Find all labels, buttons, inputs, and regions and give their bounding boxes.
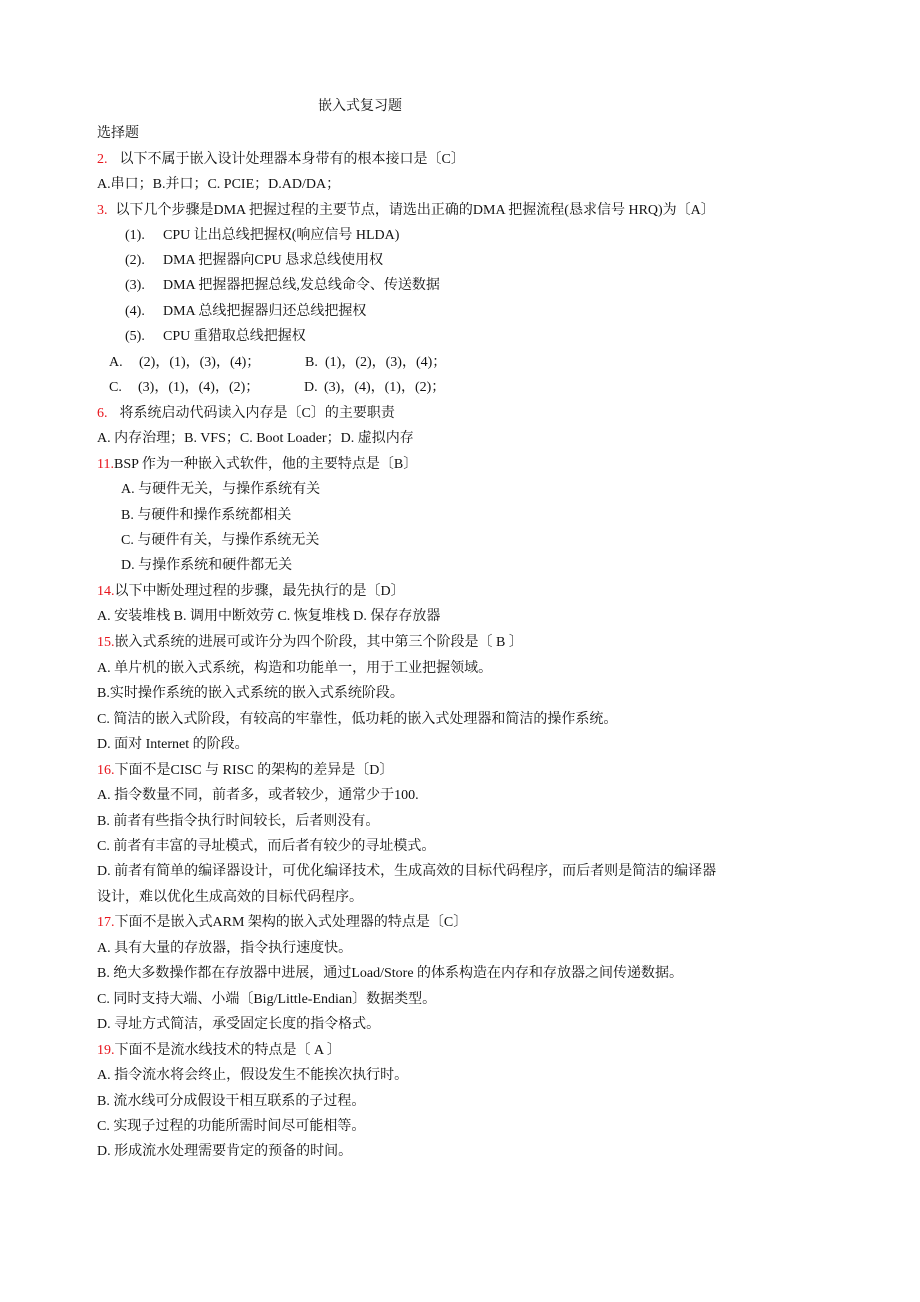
question-2 (97, 150, 465, 170)
question-option: B. (1)，(2)，(3)，(4)； (305, 355, 447, 370)
question-number: 11. (97, 457, 114, 472)
question-option: C. (3)，(1)，(4)，(2)； (109, 380, 260, 395)
question-11 (97, 455, 417, 475)
question-option: D. 前者有简单的编译器设计，可优化编译技术，生成高效的目标代码程序，而后者则是简洁的编译器 (97, 864, 717, 879)
question-options: A. 内存治理；B. VFS；C. Boot Loader；D. 虚拟内存 (97, 431, 414, 446)
question-option: C. 同时支持大端、小端〔Big/Little-Endian〕数据类型。 (97, 992, 437, 1007)
question-option: D. (3)，(4)，(1)，(2)； (304, 380, 446, 395)
question-number: 14. (97, 584, 115, 599)
dma-step: (2). DMA 把握器向CPU 恳求总线使用权 (125, 253, 384, 268)
question-option: B. 流水线可分成假设干相互联系的子过程。 (97, 1094, 366, 1109)
question-number: 17. (97, 915, 115, 930)
question-3 (97, 201, 715, 221)
question-stem: 以下几个步骤是DMA 把握过程的主要节点，请选出正确的DMA 把握流程(恳求信号 HRQ)为〔A〕 (115, 203, 715, 218)
question-options: A.串口；B.并口；C. PCIE；D.AD/DA； (97, 177, 341, 192)
question-stem: 下面不是CISC 与 RISC 的架构的差异是〔D〕 (114, 763, 394, 778)
question-number: 16. (97, 763, 115, 778)
section-heading: 选择题 (97, 126, 139, 141)
dma-step: (5). CPU 重猎取总线把握权 (125, 329, 306, 344)
question-stem: 将系统启动代码读入内存是〔C〕的主要职责 (119, 406, 395, 421)
question-option: A. 与硬件无关，与操作系统有关 (121, 482, 321, 497)
question-option: C. 前者有丰富的寻址模式，而后者有较少的寻址模式。 (97, 839, 436, 854)
dma-step: (1). CPU 让出总线把握权(响应信号 HLDA) (125, 228, 400, 243)
question-19 (97, 1041, 341, 1061)
question-6 (97, 404, 395, 424)
question-option: A. 指令流水将会终止，假设发生不能挨次执行时。 (97, 1068, 409, 1083)
question-number: 3. (97, 203, 108, 218)
question-stem: BSP 作为一种嵌入式软件，他的主要特点是〔B〕 (113, 457, 418, 472)
question-15 (97, 633, 523, 653)
question-option: B. 前者有些指令执行时间较长，后者则没有。 (97, 814, 380, 829)
dma-step: (4). DMA 总线把握器归还总线把握权 (125, 304, 367, 319)
question-number: 19. (97, 1043, 115, 1058)
question-option: A. 具有大量的存放器，指令执行速度快。 (97, 941, 353, 956)
dma-step: (3). DMA 把握器把握总线,发总线命令、传送数据 (125, 278, 440, 293)
question-stem: 下面不是嵌入式ARM 架构的嵌入式处理器的特点是〔C〕 (114, 915, 468, 930)
question-stem: 以下中断处理过程的步骤，最先执行的是〔D〕 (114, 584, 405, 599)
question-16 (97, 761, 393, 781)
question-14 (97, 582, 405, 602)
question-option: D. 形成流水处理需要肯定的预备的时间。 (97, 1144, 353, 1159)
question-option-continued: 设计，难以优化生成高效的目标代码程序。 (97, 890, 363, 905)
question-options: A. 安装堆栈 B. 调用中断效劳 C. 恢复堆栈 D. 保存存放器 (97, 609, 441, 624)
question-option: B. 绝大多数操作都在存放器中进展，通过Load/Store 的体系构造在内存和存放器之间传递数据。 (97, 966, 684, 981)
question-number: 15. (97, 635, 115, 650)
question-option: B. 与硬件和操作系统都相关 (121, 508, 292, 523)
question-option: B.实时操作系统的嵌入式系统的嵌入式系统阶段。 (97, 686, 404, 701)
question-option: D. 与操作系统和硬件都无关 (121, 558, 293, 573)
question-option: A. 单片机的嵌入式系统，构造和功能单一，用于工业把握领域。 (97, 661, 493, 676)
question-stem: 下面不是流水线技术的特点是〔 A 〕 (114, 1043, 341, 1058)
question-option: C. 实现子过程的功能所需时间尽可能相等。 (97, 1119, 366, 1134)
question-stem: 以下不属于嵌入设计处理器本身带有的根本接口是〔C〕 (119, 152, 465, 167)
question-option: D. 寻址方式简洁，承受固定长度的指令格式。 (97, 1017, 381, 1032)
question-option: A. (2)，(1)，(3)，(4)； (109, 355, 261, 370)
question-stem: 嵌入式系统的进展可或许分为四个阶段，其中第三个阶段是〔 B 〕 (114, 635, 523, 650)
question-17 (97, 913, 467, 933)
document-title: 嵌入式复习题 (318, 99, 402, 114)
question-option: C. 与硬件有关，与操作系统无关 (121, 533, 320, 548)
question-option: C. 简洁的嵌入式阶段，有较高的牢靠性，低功耗的嵌入式处理器和简洁的操作系统。 (97, 712, 618, 727)
question-number: 6. (97, 406, 108, 421)
question-option: D. 面对 Internet 的阶段。 (97, 737, 249, 752)
question-number: 2. (97, 152, 108, 167)
question-option: A. 指令数量不同，前者多，或者较少，通常少于100. (97, 788, 419, 803)
